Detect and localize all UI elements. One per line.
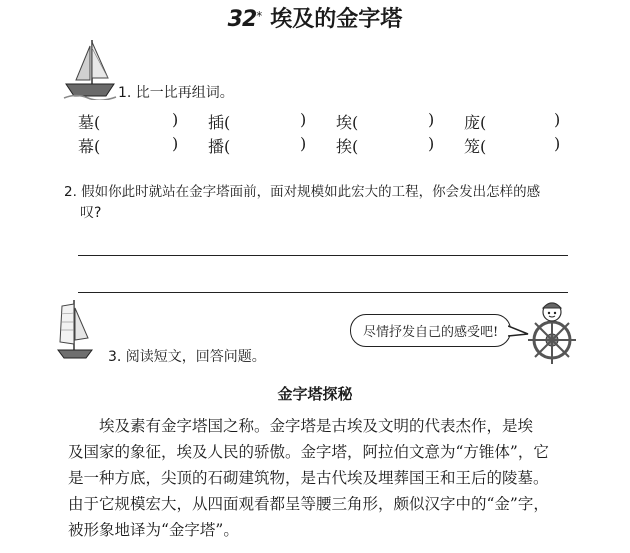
vocab-char: 幕( (78, 137, 101, 156)
question-2-line-1: 2. 假如你此时就站在金字塔面前，面对规模如此宏大的工程，你会发出怎样的感 (64, 184, 541, 200)
vocab-paren: ) (554, 110, 561, 129)
passage-body (68, 413, 568, 543)
question-3-label: 3. 阅读短文，回答问题。 (108, 349, 266, 365)
vocab-paren: ) (172, 110, 179, 129)
vocab-paren: ) (300, 134, 307, 153)
passage-line: 是一种方底，尖顶的石砌建筑物，是古代埃及埋葬国王和王后的陵墓。 (68, 469, 549, 487)
lesson-number: 32 (227, 7, 257, 32)
vocab-char: 笼( (464, 137, 487, 156)
vocab-char: 播( (208, 137, 231, 156)
vocab-char: 墓( (78, 113, 101, 132)
ship-wheel-character-icon (522, 298, 582, 364)
vocab-paren: ) (554, 134, 561, 153)
page-header (0, 2, 630, 33)
lesson-title: 埃及的金字塔 (270, 7, 403, 32)
speech-bubble: 尽情抒发自己的感受吧! (350, 314, 511, 347)
vocab-paren: ) (172, 134, 179, 153)
passage-line: 由于它规模宏大，从四面观看都呈等腰三角形，颇似汉字中的“金”字， (68, 495, 549, 513)
vocab-char: 插( (208, 113, 231, 132)
vocab-paren: ) (428, 110, 435, 129)
lesson-star: * (256, 8, 263, 23)
vocab-paren: ) (300, 110, 307, 129)
vocab-char: 挨( (336, 137, 359, 156)
passage-line: 埃及素有金字塔国之称。金字塔是古埃及文明的代表杰作，是埃 (99, 417, 534, 435)
vocab-char: 埃( (336, 113, 359, 132)
vocab-row-1 (0, 110, 630, 132)
vocab-row-2 (0, 134, 630, 156)
answer-line[interactable] (78, 255, 568, 256)
sailboat-icon (62, 38, 117, 100)
sailboat-icon (56, 298, 96, 362)
passage-line: 及国家的象征，埃及人民的骄傲。金字塔，阿拉伯文意为“方锥体”，它 (68, 443, 549, 461)
question-2-line-2: 叹? (80, 205, 102, 221)
passage-title: 金字塔探秘 (277, 385, 353, 403)
passage-line: 被形象地译为“金字塔”。 (68, 521, 239, 539)
question-1-label: 1. 比一比再组词。 (118, 85, 234, 101)
answer-line[interactable] (78, 292, 568, 293)
vocab-char: 庞( (464, 113, 487, 132)
vocab-paren: ) (428, 134, 435, 153)
